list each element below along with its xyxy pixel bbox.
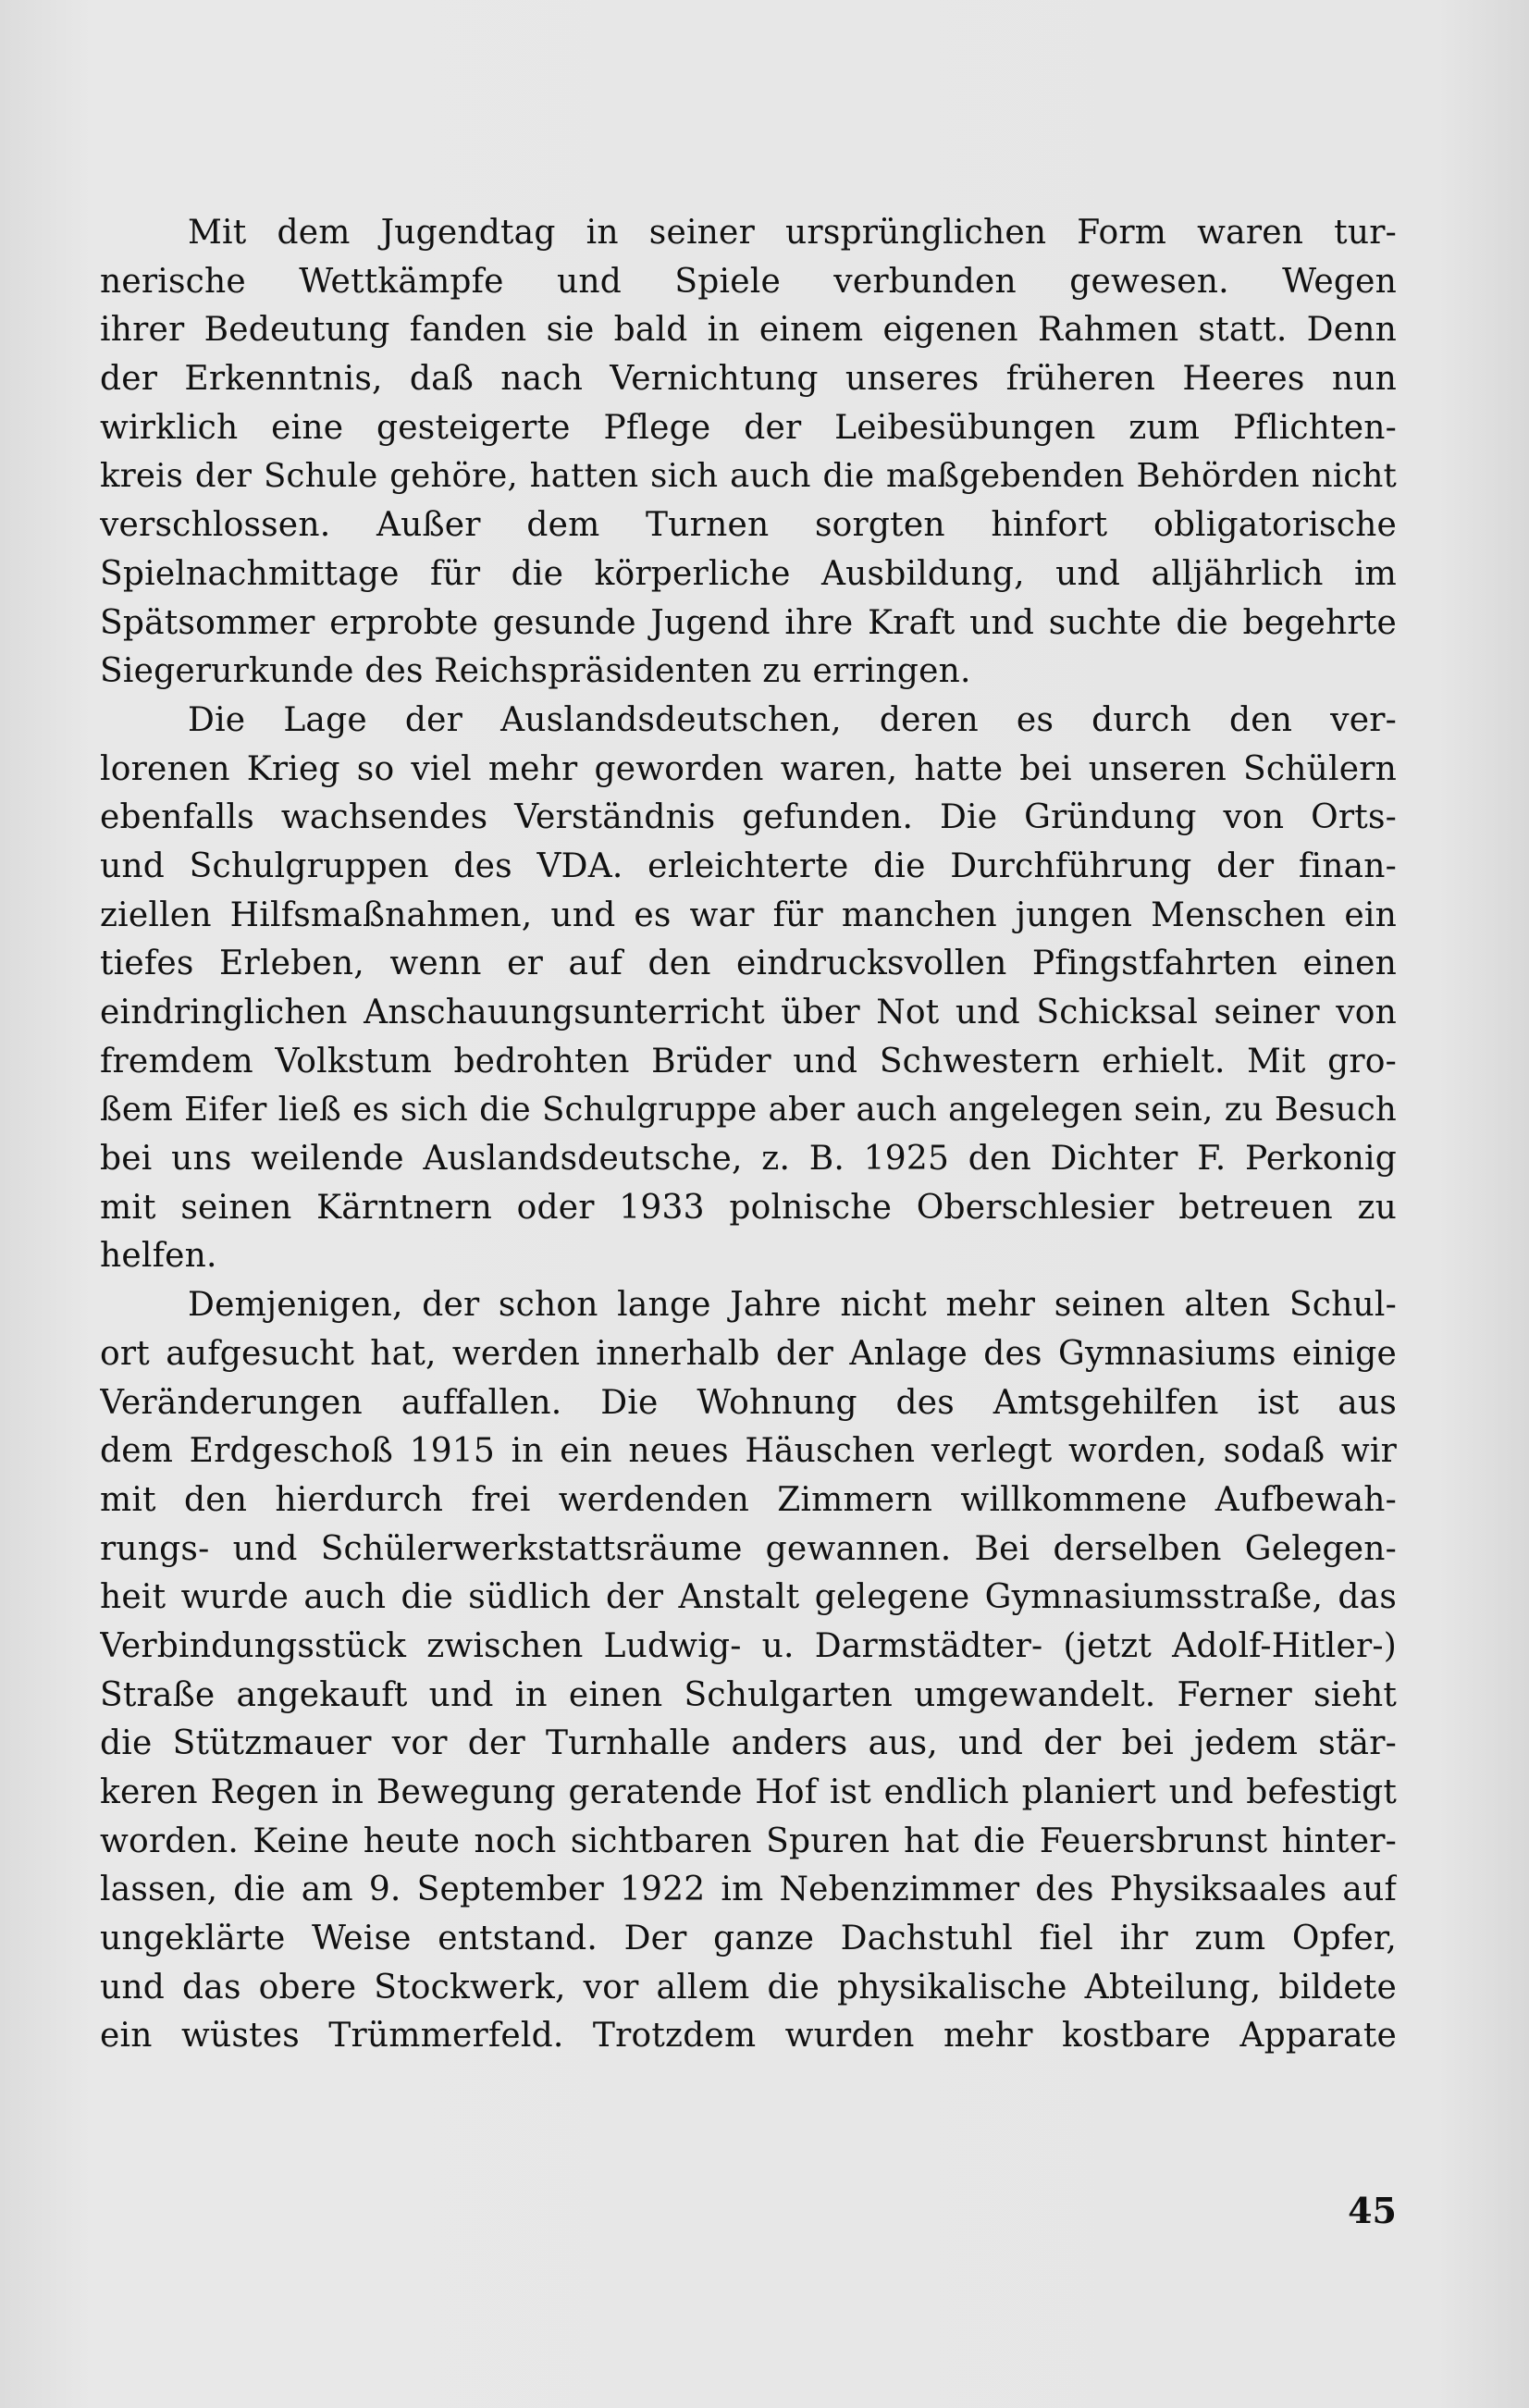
text-line: und Schulgruppen des VDA. erleichterte die Durchführung der finan-: [100, 846, 1397, 885]
text-line: lorenen Krieg so viel mehr geworden waren, hatte bei unseren Schülern: [100, 749, 1397, 788]
page-number: 45: [1348, 2190, 1397, 2231]
text-line: Mit dem Jugendtag in seiner ursprünglichen Form waren tur-: [188, 214, 1397, 252]
text-line: ort aufgesucht hat, werden innerhalb der Anlage des Gymnasiums einige: [100, 1334, 1397, 1373]
text-line: Demjenigen, der schon lange Jahre nicht mehr seinen alten Schul-: [188, 1286, 1397, 1325]
text-line: bei uns weilende Auslandsdeutsche, z. B. 1925 den Dichter F. Perkonig: [100, 1140, 1397, 1179]
text-line: heit wurde auch die südlich der Anstalt gelegene Gymnasiumsstraße, das: [100, 1578, 1397, 1617]
text-line: lassen, die am 9. September 1922 im Nebenzimmer des Physiksaales auf: [100, 1871, 1397, 1909]
paragraph-building-changes: [100, 1281, 1397, 2061]
text-line: ein wüstes Trümmerfeld. Trotzdem wurden mehr kostbare Apparate: [100, 2017, 1397, 2056]
text-line: Spielnachmittage für die körperliche Ausbildung, und alljährlich im: [100, 554, 1397, 593]
paragraph-auslandsdeutsche: [100, 697, 1397, 1281]
text-line: kreis der Schule gehöre, hatten sich auch die maßgebenden Behörden nicht: [100, 457, 1397, 496]
paragraph-youth-day: [100, 209, 1397, 697]
text-line: der Erkenntnis, daß nach Vernichtung unseres früheren Heeres nun: [100, 360, 1397, 399]
text-line: ungeklärte Weise entstand. Der ganze Dachstuhl fiel ihr zum Opfer,: [100, 1920, 1397, 1958]
text-line: rungs- und Schülerwerkstattsräume gewannen. Bei derselben Gelegen-: [100, 1529, 1397, 1568]
text-line: helfen.: [100, 1237, 217, 1276]
text-line: mit den hierdurch frei werdenden Zimmern willkommene Aufbewah-: [100, 1480, 1397, 1519]
text-line: Verbindungsstück zwischen Ludwig- u. Darmstädter- (jetzt Adolf-Hitler-): [100, 1626, 1397, 1665]
text-line: Die Lage der Auslandsdeutschen, deren es durch den ver-: [188, 700, 1397, 739]
text-line: ebenfalls wachsendes Verständnis gefunden. Die Gründung von Orts-: [100, 798, 1397, 837]
text-line: die Stützmauer vor der Turnhalle anders aus, und der bei jedem stär-: [100, 1724, 1397, 1763]
text-line: und das obere Stockwerk, vor allem die physikalische Abteilung, bildete: [100, 1968, 1397, 2007]
text-line: worden. Keine heute noch sichtbaren Spuren hat die Feuersbrunst hinter-: [100, 1821, 1397, 1860]
text-line: fremdem Volkstum bedrohten Brüder und Schwestern erhielt. Mit gro-: [100, 1042, 1397, 1081]
text-line: mit seinen Kärntnern oder 1933 polnische Oberschlesier betreuen zu: [100, 1188, 1397, 1227]
body-text: [100, 209, 1397, 2061]
text-line: wirklich eine gesteigerte Pflege der Leibesübungen zum Pflichten-: [100, 408, 1397, 447]
text-line: tiefes Erleben, wenn er auf den eindrucksvollen Pfingstfahrten einen: [100, 945, 1397, 983]
text-line: keren Regen in Bewegung geratende Hof ist endlich planiert und befestigt: [100, 1773, 1397, 1811]
text-line: Straße angekauft und in einen Schulgarten umgewandelt. Ferner sieht: [100, 1675, 1397, 1714]
text-line: ziellen Hilfsmaßnahmen, und es war für manchen jungen Menschen ein: [100, 895, 1397, 934]
text-line: Veränderungen auffallen. Die Wohnung des Amtsgehilfen ist aus: [100, 1383, 1397, 1422]
text-line: eindringlichen Anschauungsunterricht über Not und Schicksal seiner von: [100, 994, 1397, 1031]
text-line: Spätsommer erprobte gesunde Jugend ihre Kraft und suchte die begehrte: [100, 603, 1397, 642]
text-line: Siegerurkunde des Reichspräsidenten zu erringen.: [100, 652, 971, 691]
text-line: verschlossen. Außer dem Turnen sorgten hinfort obligatorische: [100, 506, 1397, 545]
text-line: nerische Wettkämpfe und Spiele verbunden gewesen. Wegen: [100, 262, 1397, 301]
text-line: ihrer Bedeutung fanden sie bald in einem eigenen Rahmen statt. Denn: [100, 311, 1397, 350]
text-line: dem Erdgeschoß 1915 in ein neues Häuschen verlegt worden, sodaß wir: [100, 1432, 1397, 1471]
text-line: ßem Eifer ließ es sich die Schulgruppe aber auch angelegen sein, zu Besuch: [100, 1091, 1397, 1130]
